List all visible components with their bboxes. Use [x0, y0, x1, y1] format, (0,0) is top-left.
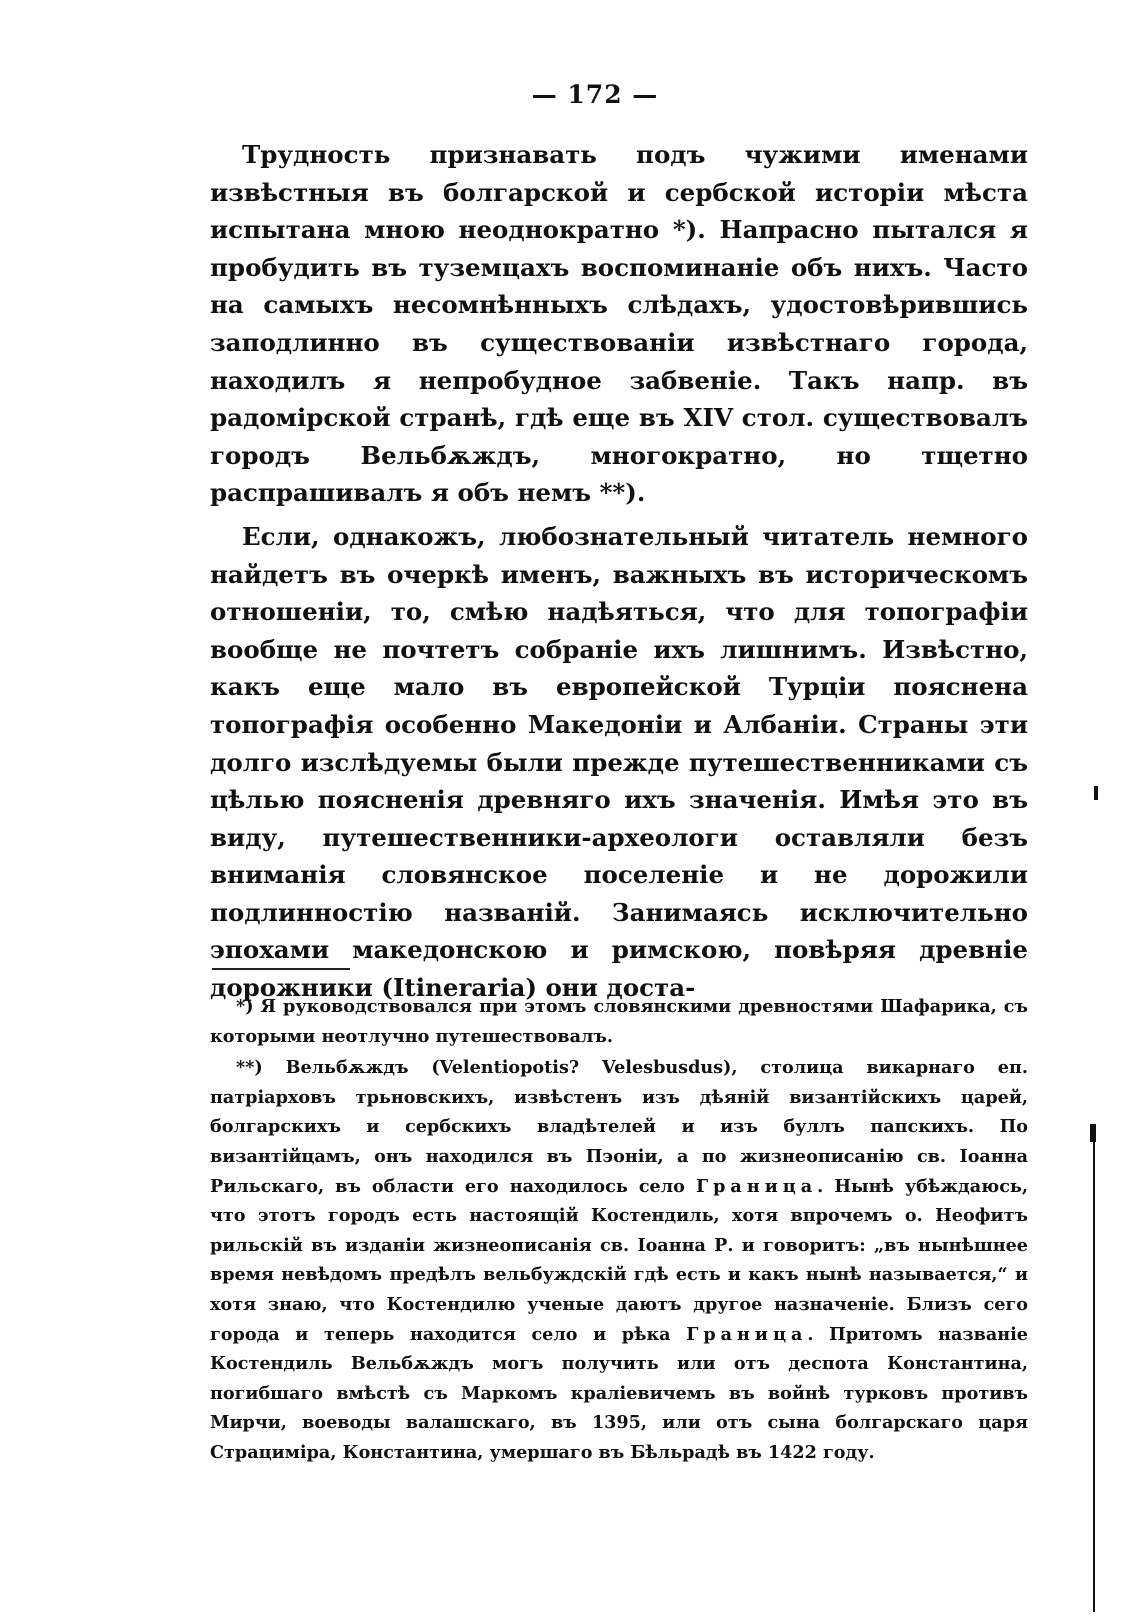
footnote-separator: [212, 968, 350, 970]
footnote-text: **) Вельбѫждъ (Velentiopotis? Velesbusdus), столица викарнаго еп. патрiарховъ трьновскихъ, извѣстенъ изъ дѣянiй византiйскихъ царей, болгарскихъ и сербскихъ владѣтелей и изъ буллъ папскихъ. По византiйцамъ, онъ находился въ Пэонiи, а по жизнеописанiю св. Iоанна Рильскаго, въ области его находилось село: [210, 1057, 1028, 1197]
footnote-text: . Нынѣ убѣждаюсь, что этотъ городъ есть настоящiй Костендиль, хотя впрочемъ о. Неофитъ рильскiй въ изданiи жизнеописанiя св. Iоанна Р. и говоритъ: „въ нынѣшнее время невѣдомъ предѣлъ вельбуждскiй гдѣ есть и какъ нынѣ называется,“ и хотя знаю, что Костендилю ученые даютъ другое назначенiе. Близъ сего города и теперь находится село и рѣка: [210, 1175, 1028, 1345]
spaced-word: Граница: [695, 1175, 818, 1197]
paragraph: Если, однакожъ, любознательный читатель немного найдетъ въ очеркѣ именъ, важныхъ въ историческомъ отношенiи, то, смѣю надѣяться, что для топографiи вообще не почтетъ собранiе ихъ лишнимъ. Извѣстно, какъ еще мало въ европейской Турцiи пояснена топографiя особенно Македонiи и Албанiи. Страны эти долго изслѣдуемы были прежде путешественниками съ цѣлью поясненiя древняго ихъ значенiя. Имѣя это въ виду, путешественники-археологи оставляли безъ вниманiя словянское поселенiе и не дорожили подлинностiю названiй. Занимаясь исключительно эпохами македонскою и римскою, повѣряя древнiе дорожники (Itinerarіa) они доста-: [210, 521, 1028, 1003]
scan-mark: [1090, 1124, 1096, 1142]
spaced-word: Граница: [686, 1323, 808, 1345]
main-text: [210, 136, 1028, 1007]
scan-mark: [1093, 1142, 1095, 1612]
footnotes: [210, 992, 1028, 1468]
footnote-text: . Притомъ названiе Костендиль Вельбѫждъ могъ получить или отъ деспота Константина, погибшаго вмѣстѣ съ Маркомъ кралiевичемъ въ войнѣ турковъ противъ Мирчи, воеводы валашскаго, въ 1395, или отъ сына болгарскаго царя Страцимiра, Константина, умершаго въ Бѣльрадѣ въ 1422 году.: [210, 1323, 1028, 1463]
paragraph: Трудность признавать подъ чужими именами извѣстныя въ болгарской и сербской исторiи мѣста испытана мною неоднократно *). Напрасно пытался я пробудить въ туземцахъ воспоминанiе объ нихъ. Часто на самыхъ несомнѣнныхъ слѣдахъ, удостовѣрившись заподлинно въ существованiи извѣстнаго города, находилъ я непробудное забвенiе. Такъ напр. въ радомiрской странѣ, гдѣ еще въ XIV стол. существовалъ городъ Вельбѫждъ, многократно, но тщетно распрашивалъ я объ немъ **).: [210, 140, 1028, 508]
page-number: — 172 —: [531, 80, 659, 109]
footnote: *) Я руководствовался при этомъ словянскими древностями Шафарика, съ которыми неотлучно путешествовалъ.: [210, 996, 1028, 1047]
footnote: [210, 1053, 1028, 1467]
scan-mark: [1094, 786, 1098, 800]
